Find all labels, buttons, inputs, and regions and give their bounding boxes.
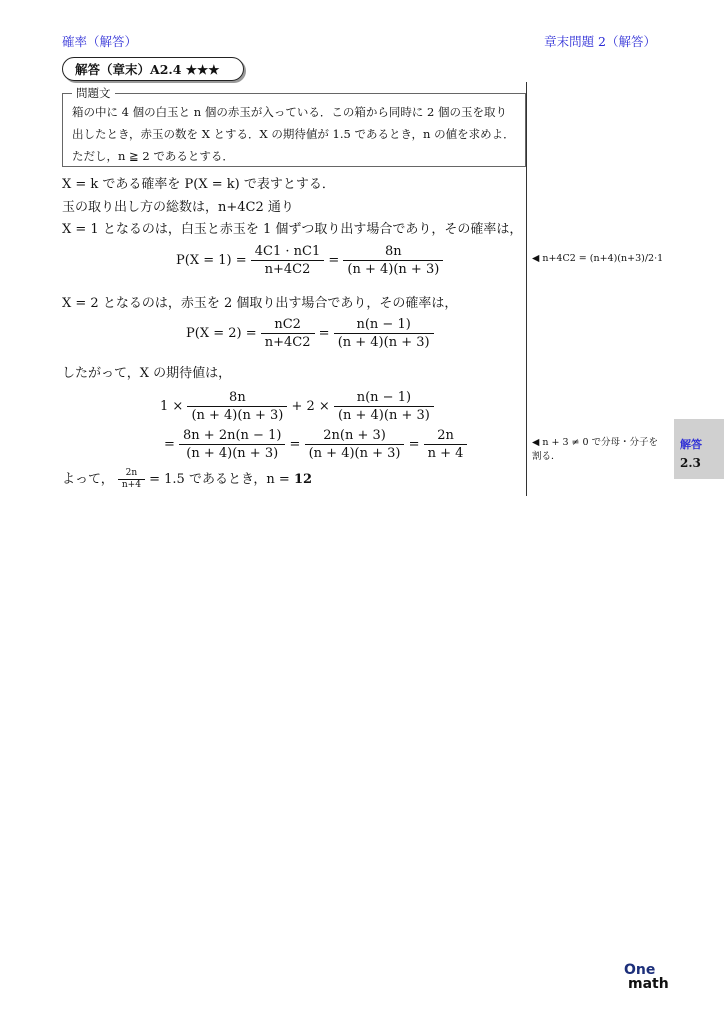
header-left: 確率（解答）	[62, 34, 138, 49]
title-pill: 解答（章末）A2.4 ★★★	[62, 57, 244, 81]
eq1-den: n+4C2	[264, 262, 311, 277]
conclusion-pre: よって，	[62, 472, 114, 487]
eq2-den2: (n + 4)(n + 3)	[337, 335, 430, 350]
eq1-left: P(X = 1) =	[176, 253, 247, 268]
equation-px1: P(X = 1) = $\frac{4C1 \cdot nC1}{n+4C2}$ = $\frac{8n}{(n + 4)(n + 3)}$	[176, 243, 443, 278]
side-note-2-line2: 割る．	[532, 451, 561, 462]
eq4-num2: 2n(n + 3)	[305, 427, 405, 445]
equation-expectation	[160, 389, 434, 424]
body-line-2: 玉の取り出し方の総数は，n+4C2 通り	[62, 200, 294, 215]
eq2-den: n+4C2	[264, 335, 311, 350]
problem-text: 箱の中に 4 個の白玉と n 個の赤玉が入っている．この箱から同時に 2 個の玉を取り出したとき，赤玉の数を X とする．X の期待値が 1.5 であるとき，n の値を求めよ．ただし，n ≧ 2 であるとする．	[72, 105, 515, 163]
eq3-b: + 2 ×	[291, 399, 330, 414]
eq4-den2: (n + 4)(n + 3)	[308, 446, 401, 461]
section-tab-number: 2.3	[680, 456, 701, 470]
body-line-1: X = k である確率を P(X = k) で表すとする．	[62, 177, 335, 192]
eq3-b-den: (n + 4)(n + 3)	[337, 408, 430, 423]
logo-line2: math	[628, 976, 669, 992]
section-tab-label: 解答	[680, 438, 702, 451]
conclusion-line	[62, 468, 312, 491]
body-line-4: X = 2 となるのは，赤玉を 2 個取り出す場合であり，その確率は，	[62, 296, 458, 311]
body-line-5: したがって，X の期待値は，	[62, 366, 232, 381]
eq2-fraction-1	[261, 316, 315, 351]
eq1-fraction-1	[251, 243, 324, 278]
eq1-fraction-2	[343, 243, 443, 278]
eq1-den2: (n + 4)(n + 3)	[347, 262, 440, 277]
conclusion-den: n+4	[121, 480, 141, 490]
side-note-2-line1: ◀ n + 3 ≠ 0 で分母・分子を	[532, 437, 659, 448]
logo-line1: One	[624, 962, 656, 978]
eq2-num2: n(n − 1)	[334, 316, 434, 334]
answer-value: 12	[293, 472, 313, 487]
eq2-left: P(X = 2) =	[186, 326, 257, 341]
eq4-fraction-3	[424, 427, 468, 462]
eq4-fraction-1	[179, 427, 285, 462]
body-line-3: X = 1 となるのは，白玉と赤玉を 1 個ずつ取り出す場合であり，その確率は，	[62, 222, 523, 237]
eq3-a-fraction	[187, 389, 287, 424]
eq3-a: 1 ×	[160, 399, 184, 414]
eq4-fraction-2	[305, 427, 405, 462]
side-note-1: ◀ n+4C2 = (n+4)(n+3)/2·1	[532, 253, 664, 264]
onemath-logo	[624, 963, 669, 991]
eq4-num3: 2n	[424, 427, 468, 445]
eq3-b-num: n(n − 1)	[334, 389, 434, 407]
conclusion-fraction	[118, 468, 145, 491]
header-right: 章末問題 2（解答）	[544, 34, 656, 49]
eq3-b-fraction	[334, 389, 434, 424]
eq1-num: 4C1 · nC1	[251, 243, 324, 261]
side-note-2	[532, 436, 658, 464]
eq1-num2: 8n	[343, 243, 443, 261]
equation-simplified: = $\frac{8n + 2n(n - 1)}{(n + 4)(n + 3)}$ = $\frac{2n(n + 3)}{(n + 4)(n + 3)}$ = $\frac{2n}{n + 4}$	[164, 427, 467, 462]
eq4-den3: n + 4	[427, 446, 464, 461]
eq3-a-den: (n + 4)(n + 3)	[191, 408, 284, 423]
eq2-num: nC2	[261, 316, 315, 334]
conclusion-post: = 1.5 であるとき，n =	[149, 472, 290, 487]
eq4-num1: 8n + 2n(n − 1)	[179, 427, 285, 445]
margin-divider	[526, 82, 527, 496]
eq3-a-num: 8n	[187, 389, 287, 407]
problem-label: 問題文	[72, 85, 115, 101]
equation-px2: P(X = 2) = $\frac{nC2}{n+4C2}$ = $\frac{n(n - 1)}{(n + 4)(n + 3)}$	[186, 316, 434, 351]
eq4-den1: (n + 4)(n + 3)	[186, 446, 279, 461]
conclusion-num: 2n	[118, 468, 145, 480]
eq2-fraction-2	[334, 316, 434, 351]
